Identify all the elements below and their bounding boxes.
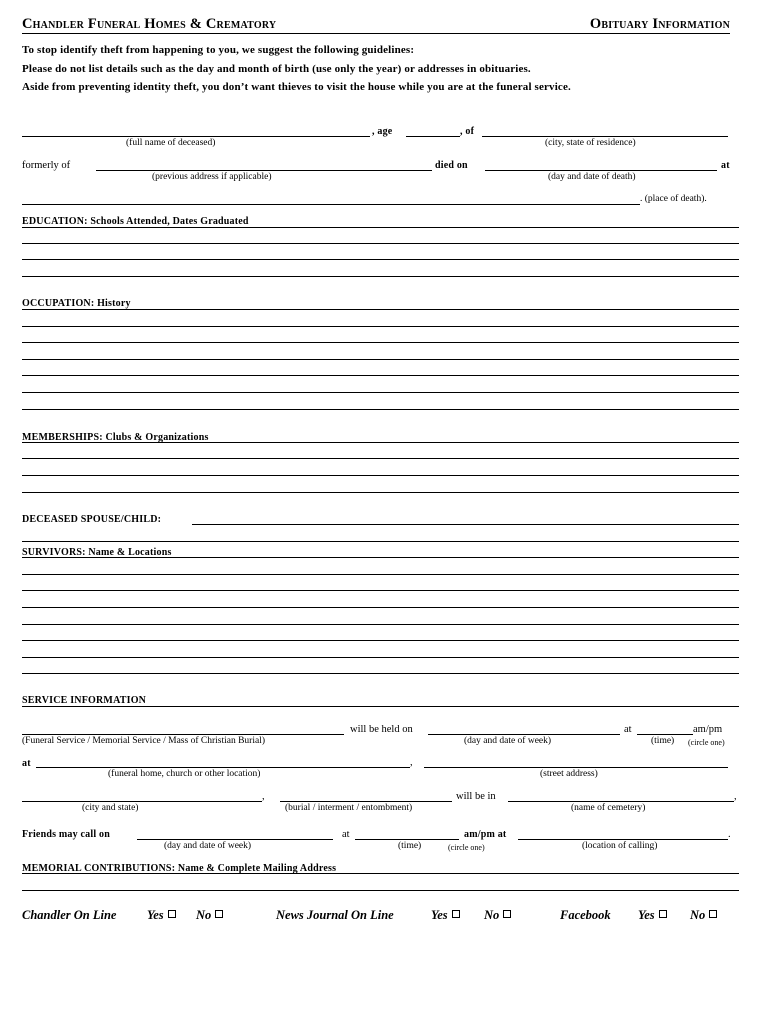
service-heading: SERVICE INFORMATION bbox=[22, 695, 147, 706]
survivors-line[interactable] bbox=[22, 590, 739, 591]
facebook-no[interactable]: No bbox=[690, 908, 717, 923]
burial-caption: (burial / interment / entombment) bbox=[285, 803, 413, 813]
facebook-yes[interactable]: Yes bbox=[638, 908, 667, 923]
form-title: Obituary Information bbox=[589, 16, 730, 32]
chandler-online-yes[interactable]: Yes bbox=[147, 908, 176, 923]
education-line[interactable] bbox=[22, 227, 739, 228]
service-time-caption: (time) bbox=[651, 736, 675, 746]
intro-line-1: To stop identify theft from happening to you, we suggest the following guidelines: bbox=[22, 44, 415, 56]
spouse-child-heading: DECEASED SPOUSE/CHILD: bbox=[22, 514, 162, 525]
checkbox-icon[interactable] bbox=[452, 910, 460, 918]
education-line[interactable] bbox=[22, 276, 739, 277]
service-type-field[interactable] bbox=[22, 734, 344, 735]
occupation-line[interactable] bbox=[22, 375, 739, 376]
location-comma: , bbox=[410, 757, 413, 768]
memorial-heading: MEMORIAL CONTRIBUTIONS: Name & Complete Mailing Address bbox=[22, 863, 337, 874]
burial-type-field[interactable] bbox=[280, 801, 452, 802]
residence-caption: (city, state of residence) bbox=[545, 138, 636, 148]
at-label: at bbox=[721, 160, 730, 171]
street-address-field[interactable] bbox=[424, 767, 728, 768]
occupation-line[interactable] bbox=[22, 392, 739, 393]
died-on-label: died on bbox=[435, 160, 468, 171]
calling-date-caption: (day and date of week) bbox=[164, 841, 252, 851]
service-at-label: at bbox=[624, 724, 632, 735]
city-state-field[interactable] bbox=[22, 801, 262, 802]
service-heading-line bbox=[22, 706, 739, 707]
education-heading: EDUCATION: Schools Attended, Dates Graduated bbox=[22, 216, 249, 227]
service-time-field[interactable] bbox=[637, 734, 693, 735]
previous-address-field[interactable] bbox=[96, 170, 432, 171]
death-date-caption: (day and date of death) bbox=[548, 172, 636, 182]
place-of-death-caption: . (place of death). bbox=[640, 194, 707, 204]
occupation-line[interactable] bbox=[22, 326, 739, 327]
spouse-child-line[interactable] bbox=[22, 541, 739, 542]
checkbox-icon[interactable] bbox=[168, 910, 176, 918]
facebook-label: Facebook bbox=[560, 908, 611, 922]
intro-line-3: Aside from preventing identity theft, you don’t want thieves to visit the house while you are at the funeral service. bbox=[22, 81, 571, 93]
survivors-line[interactable] bbox=[22, 657, 739, 658]
survivors-line[interactable] bbox=[22, 624, 739, 625]
full-name-caption: (full name of deceased) bbox=[126, 138, 216, 148]
cemetery-caption: (name of cemetery) bbox=[571, 803, 646, 813]
checkbox-icon[interactable] bbox=[659, 910, 667, 918]
chandler-online-label: Chandler On Line bbox=[22, 908, 117, 922]
checkbox-icon[interactable] bbox=[709, 910, 717, 918]
survivors-line[interactable] bbox=[22, 574, 739, 575]
calling-ampm-at[interactable]: am/pm at bbox=[464, 829, 507, 840]
service-date-field[interactable] bbox=[428, 734, 620, 735]
survivors-line[interactable] bbox=[22, 640, 739, 641]
memorial-line[interactable] bbox=[22, 873, 739, 874]
will-be-held-label: will be held on bbox=[350, 724, 413, 735]
checkbox-icon[interactable] bbox=[503, 910, 511, 918]
death-date-field[interactable] bbox=[485, 170, 717, 171]
header-divider bbox=[22, 33, 730, 34]
calling-at-label: at bbox=[342, 829, 350, 840]
calling-time-field[interactable] bbox=[355, 839, 459, 840]
calling-location-field[interactable] bbox=[518, 839, 728, 840]
memberships-line[interactable] bbox=[22, 442, 739, 443]
age-field[interactable] bbox=[406, 136, 460, 137]
service-ampm[interactable]: am/pm bbox=[693, 724, 723, 735]
service-date-caption: (day and date of week) bbox=[464, 736, 552, 746]
occupation-line[interactable] bbox=[22, 409, 739, 410]
city-comma: , bbox=[262, 791, 265, 802]
occupation-heading: OCCUPATION: History bbox=[22, 298, 131, 309]
city-state-caption: (city and state) bbox=[82, 803, 139, 813]
calling-period: . bbox=[728, 829, 731, 840]
cemetery-comma: , bbox=[734, 791, 737, 802]
service-type-caption: (Funeral Service / Memorial Service / Mass of Christian Burial) bbox=[22, 736, 265, 746]
memberships-heading: MEMBERSHIPS: Clubs & Organizations bbox=[22, 432, 209, 443]
location-at-label: at bbox=[22, 758, 31, 769]
checkbox-icon[interactable] bbox=[215, 910, 223, 918]
survivors-line[interactable] bbox=[22, 607, 739, 608]
calling-circle-one: (circle one) bbox=[448, 843, 485, 852]
residence-field[interactable] bbox=[482, 136, 728, 137]
survivors-line[interactable] bbox=[22, 673, 739, 674]
calling-location-caption: (location of calling) bbox=[582, 841, 658, 851]
previous-address-caption: (previous address if applicable) bbox=[152, 172, 272, 182]
service-circle-one: (circle one) bbox=[688, 738, 725, 747]
survivors-heading: SURVIVORS: Name & Locations bbox=[22, 547, 172, 558]
memorial-line[interactable] bbox=[22, 890, 739, 891]
intro-line-2: Please do not list details such as the day and month of birth (use only the year) or addresses in obituaries. bbox=[22, 63, 531, 75]
street-caption: (street address) bbox=[540, 769, 598, 779]
formerly-label: formerly of bbox=[22, 160, 71, 171]
survivors-line[interactable] bbox=[22, 557, 739, 558]
friends-label: Friends may call on bbox=[22, 829, 110, 840]
place-of-death-field[interactable] bbox=[22, 204, 640, 205]
education-line[interactable] bbox=[22, 259, 739, 260]
occupation-line[interactable] bbox=[22, 359, 739, 360]
memberships-line[interactable] bbox=[22, 492, 739, 493]
occupation-line[interactable] bbox=[22, 309, 739, 310]
education-line[interactable] bbox=[22, 243, 739, 244]
service-location-field[interactable] bbox=[36, 767, 410, 768]
news-journal-online-label: News Journal On Line bbox=[276, 908, 394, 922]
location-caption: (funeral home, church or other location) bbox=[108, 769, 261, 779]
company-name: Chandler Funeral Homes & Crematory bbox=[22, 16, 277, 32]
full-name-field[interactable] bbox=[22, 136, 370, 137]
age-label: , age bbox=[372, 126, 393, 137]
calling-date-field[interactable] bbox=[137, 839, 333, 840]
news-journal-online-no[interactable]: No bbox=[484, 908, 511, 923]
cemetery-field[interactable] bbox=[508, 801, 734, 802]
will-be-in-label: will be in bbox=[456, 791, 496, 802]
spouse-child-field[interactable] bbox=[192, 524, 739, 525]
of-label: , of bbox=[460, 126, 475, 137]
memberships-line[interactable] bbox=[22, 475, 739, 476]
memberships-line[interactable] bbox=[22, 458, 739, 459]
news-journal-online-yes[interactable]: Yes bbox=[431, 908, 460, 923]
occupation-line[interactable] bbox=[22, 342, 739, 343]
calling-time-caption: (time) bbox=[398, 841, 422, 851]
chandler-online-no[interactable]: No bbox=[196, 908, 223, 923]
